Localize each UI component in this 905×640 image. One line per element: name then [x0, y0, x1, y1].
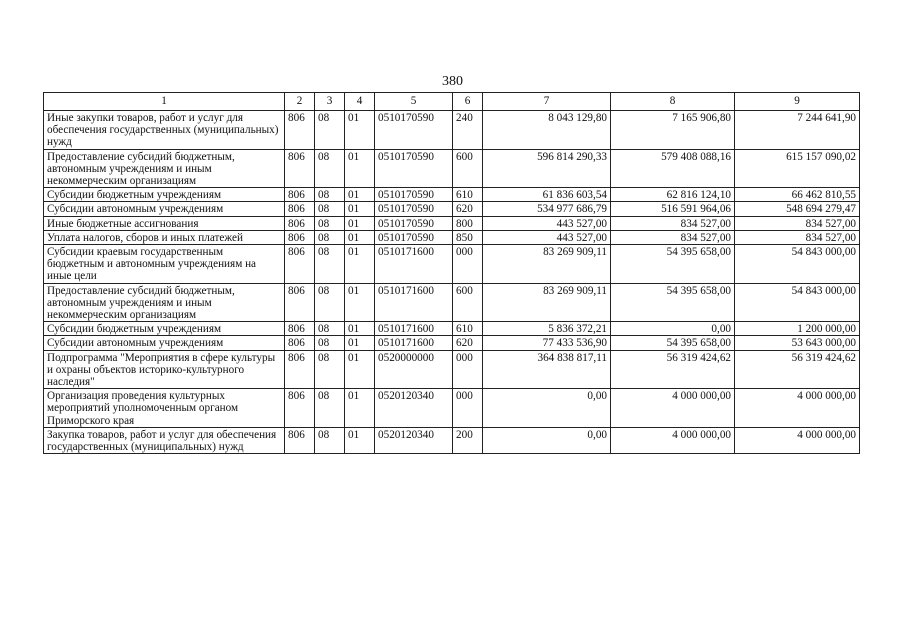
amount-col7-cell: 443 527,00: [483, 230, 611, 244]
subsection-code-cell: 01: [345, 336, 375, 350]
target-article-cell: 0520000000: [375, 350, 453, 389]
amount-col8-cell: 834 527,00: [611, 230, 735, 244]
amount-col7-cell: 443 527,00: [483, 216, 611, 230]
target-article-cell: 0510170590: [375, 149, 453, 188]
target-article-cell: 0510171600: [375, 245, 453, 284]
item-name-cell: Субсидии краевым государственным бюджетным и автономным учреждениям на иные цели: [44, 245, 285, 284]
subsection-code-cell: 01: [345, 322, 375, 336]
expense-type-cell: 000: [453, 245, 483, 284]
header-cell: 6: [453, 93, 483, 111]
amount-col9-cell: 834 527,00: [735, 216, 860, 230]
section-code-cell: 08: [315, 336, 345, 350]
amount-col9-cell: 4 000 000,00: [735, 389, 860, 428]
amount-col9-cell: 66 462 810,55: [735, 188, 860, 202]
header-cell: 3: [315, 93, 345, 111]
target-article-cell: 0510170590: [375, 216, 453, 230]
ministry-code-cell: 806: [285, 202, 315, 216]
header-cell: 1: [44, 93, 285, 111]
subsection-code-cell: 01: [345, 427, 375, 453]
item-name-cell: Предоставление субсидий бюджетным, автономным учреждениям и иным некоммерческим организациям: [44, 283, 285, 322]
amount-col7-cell: 5 836 372,21: [483, 322, 611, 336]
table-row: [44, 427, 860, 453]
ministry-code-cell: 806: [285, 149, 315, 188]
ministry-code-cell: 806: [285, 336, 315, 350]
item-name-cell: Субсидии бюджетным учреждениям: [44, 322, 285, 336]
amount-col9-cell: 54 843 000,00: [735, 245, 860, 284]
header-cell: 8: [611, 93, 735, 111]
amount-col7-cell: 596 814 290,33: [483, 149, 611, 188]
expense-type-cell: 800: [453, 216, 483, 230]
subsection-code-cell: 01: [345, 230, 375, 244]
amount-col8-cell: 516 591 964,06: [611, 202, 735, 216]
amount-col8-cell: 56 319 424,62: [611, 350, 735, 389]
item-name-cell: Закупка товаров, работ и услуг для обеспечения государственных (муниципальных) нужд: [44, 427, 285, 453]
amount-col7-cell: 77 433 536,90: [483, 336, 611, 350]
ministry-code-cell: 806: [285, 283, 315, 322]
item-name-cell: Организация проведения культурных мероприятий уполномоченным органом Приморского края: [44, 389, 285, 428]
subsection-code-cell: 01: [345, 350, 375, 389]
amount-col7-cell: 0,00: [483, 389, 611, 428]
item-name-cell: Уплата налогов, сборов и иных платежей: [44, 230, 285, 244]
ministry-code-cell: 806: [285, 389, 315, 428]
section-code-cell: 08: [315, 245, 345, 284]
ministry-code-cell: 806: [285, 245, 315, 284]
expense-type-cell: 620: [453, 336, 483, 350]
table-row: [44, 283, 860, 322]
section-code-cell: 08: [315, 427, 345, 453]
expense-type-cell: 610: [453, 322, 483, 336]
header-cell: 7: [483, 93, 611, 111]
table-row: [44, 202, 860, 216]
target-article-cell: 0520120340: [375, 427, 453, 453]
subsection-code-cell: 01: [345, 111, 375, 150]
amount-col7-cell: 0,00: [483, 427, 611, 453]
amount-col9-cell: 834 527,00: [735, 230, 860, 244]
section-code-cell: 08: [315, 202, 345, 216]
header-cell: 2: [285, 93, 315, 111]
table-row: [44, 188, 860, 202]
ministry-code-cell: 806: [285, 322, 315, 336]
header-cell: 5: [375, 93, 453, 111]
ministry-code-cell: 806: [285, 188, 315, 202]
ministry-code-cell: 806: [285, 427, 315, 453]
subsection-code-cell: 01: [345, 216, 375, 230]
budget-table: [43, 92, 860, 454]
item-name-cell: Подпрограмма "Мероприятия в сфере культуры и охраны объектов историко-культурного наследия": [44, 350, 285, 389]
expense-type-cell: 600: [453, 283, 483, 322]
amount-col8-cell: 834 527,00: [611, 216, 735, 230]
table-row: [44, 245, 860, 284]
expense-type-cell: 610: [453, 188, 483, 202]
amount-col8-cell: 54 395 658,00: [611, 245, 735, 284]
subsection-code-cell: 01: [345, 283, 375, 322]
section-code-cell: 08: [315, 283, 345, 322]
target-article-cell: 0510170590: [375, 188, 453, 202]
amount-col9-cell: 4 000 000,00: [735, 427, 860, 453]
expense-type-cell: 240: [453, 111, 483, 150]
amount-col7-cell: 61 836 603,54: [483, 188, 611, 202]
amount-col8-cell: 62 816 124,10: [611, 188, 735, 202]
section-code-cell: 08: [315, 111, 345, 150]
ministry-code-cell: 806: [285, 111, 315, 150]
page-number: 380: [442, 74, 463, 89]
target-article-cell: 0510171600: [375, 322, 453, 336]
ministry-code-cell: 806: [285, 230, 315, 244]
expense-type-cell: 000: [453, 350, 483, 389]
amount-col7-cell: 83 269 909,11: [483, 245, 611, 284]
amount-col7-cell: 534 977 686,79: [483, 202, 611, 216]
table-row: [44, 336, 860, 350]
section-code-cell: 08: [315, 149, 345, 188]
subsection-code-cell: 01: [345, 389, 375, 428]
table-row: [44, 216, 860, 230]
amount-col8-cell: 54 395 658,00: [611, 283, 735, 322]
expense-type-cell: 600: [453, 149, 483, 188]
header-cell: 4: [345, 93, 375, 111]
target-article-cell: 0510170590: [375, 111, 453, 150]
amount-col8-cell: 4 000 000,00: [611, 389, 735, 428]
amount-col8-cell: 579 408 088,16: [611, 149, 735, 188]
table-body: [44, 93, 860, 454]
target-article-cell: 0510170590: [375, 230, 453, 244]
amount-col9-cell: 7 244 641,90: [735, 111, 860, 150]
table-row: [44, 149, 860, 188]
amount-col7-cell: 83 269 909,11: [483, 283, 611, 322]
item-name-cell: Субсидии бюджетным учреждениям: [44, 188, 285, 202]
table-row: [44, 322, 860, 336]
expense-type-cell: 620: [453, 202, 483, 216]
expense-type-cell: 850: [453, 230, 483, 244]
item-name-cell: Субсидии автономным учреждениям: [44, 336, 285, 350]
section-code-cell: 08: [315, 230, 345, 244]
table-row: [44, 230, 860, 244]
header-cell: 9: [735, 93, 860, 111]
amount-col9-cell: 54 843 000,00: [735, 283, 860, 322]
amount-col9-cell: 548 694 279,47: [735, 202, 860, 216]
amount-col9-cell: 1 200 000,00: [735, 322, 860, 336]
section-code-cell: 08: [315, 216, 345, 230]
table-row: [44, 350, 860, 389]
item-name-cell: Субсидии автономным учреждениям: [44, 202, 285, 216]
table-row: [44, 389, 860, 428]
item-name-cell: Предоставление субсидий бюджетным, автономным учреждениям и иным некоммерческим организациям: [44, 149, 285, 188]
subsection-code-cell: 01: [345, 149, 375, 188]
section-code-cell: 08: [315, 322, 345, 336]
section-code-cell: 08: [315, 389, 345, 428]
amount-col8-cell: 54 395 658,00: [611, 336, 735, 350]
amount-col7-cell: 8 043 129,80: [483, 111, 611, 150]
section-code-cell: 08: [315, 188, 345, 202]
target-article-cell: 0510171600: [375, 283, 453, 322]
amount-col9-cell: 56 319 424,62: [735, 350, 860, 389]
expense-type-cell: 000: [453, 389, 483, 428]
ministry-code-cell: 806: [285, 216, 315, 230]
ministry-code-cell: 806: [285, 350, 315, 389]
subsection-code-cell: 01: [345, 202, 375, 216]
amount-col9-cell: 615 157 090,02: [735, 149, 860, 188]
section-code-cell: 08: [315, 350, 345, 389]
amount-col7-cell: 364 838 817,11: [483, 350, 611, 389]
item-name-cell: Иные закупки товаров, работ и услуг для обеспечения государственных (муниципальных) нужд: [44, 111, 285, 150]
target-article-cell: 0510171600: [375, 336, 453, 350]
amount-col8-cell: 0,00: [611, 322, 735, 336]
expense-type-cell: 200: [453, 427, 483, 453]
subsection-code-cell: 01: [345, 245, 375, 284]
amount-col9-cell: 53 643 000,00: [735, 336, 860, 350]
target-article-cell: 0520120340: [375, 389, 453, 428]
target-article-cell: 0510170590: [375, 202, 453, 216]
amount-col8-cell: 4 000 000,00: [611, 427, 735, 453]
item-name-cell: Иные бюджетные ассигнования: [44, 216, 285, 230]
subsection-code-cell: 01: [345, 188, 375, 202]
table-row: [44, 111, 860, 150]
amount-col8-cell: 7 165 906,80: [611, 111, 735, 150]
table-header-row: [44, 93, 860, 111]
